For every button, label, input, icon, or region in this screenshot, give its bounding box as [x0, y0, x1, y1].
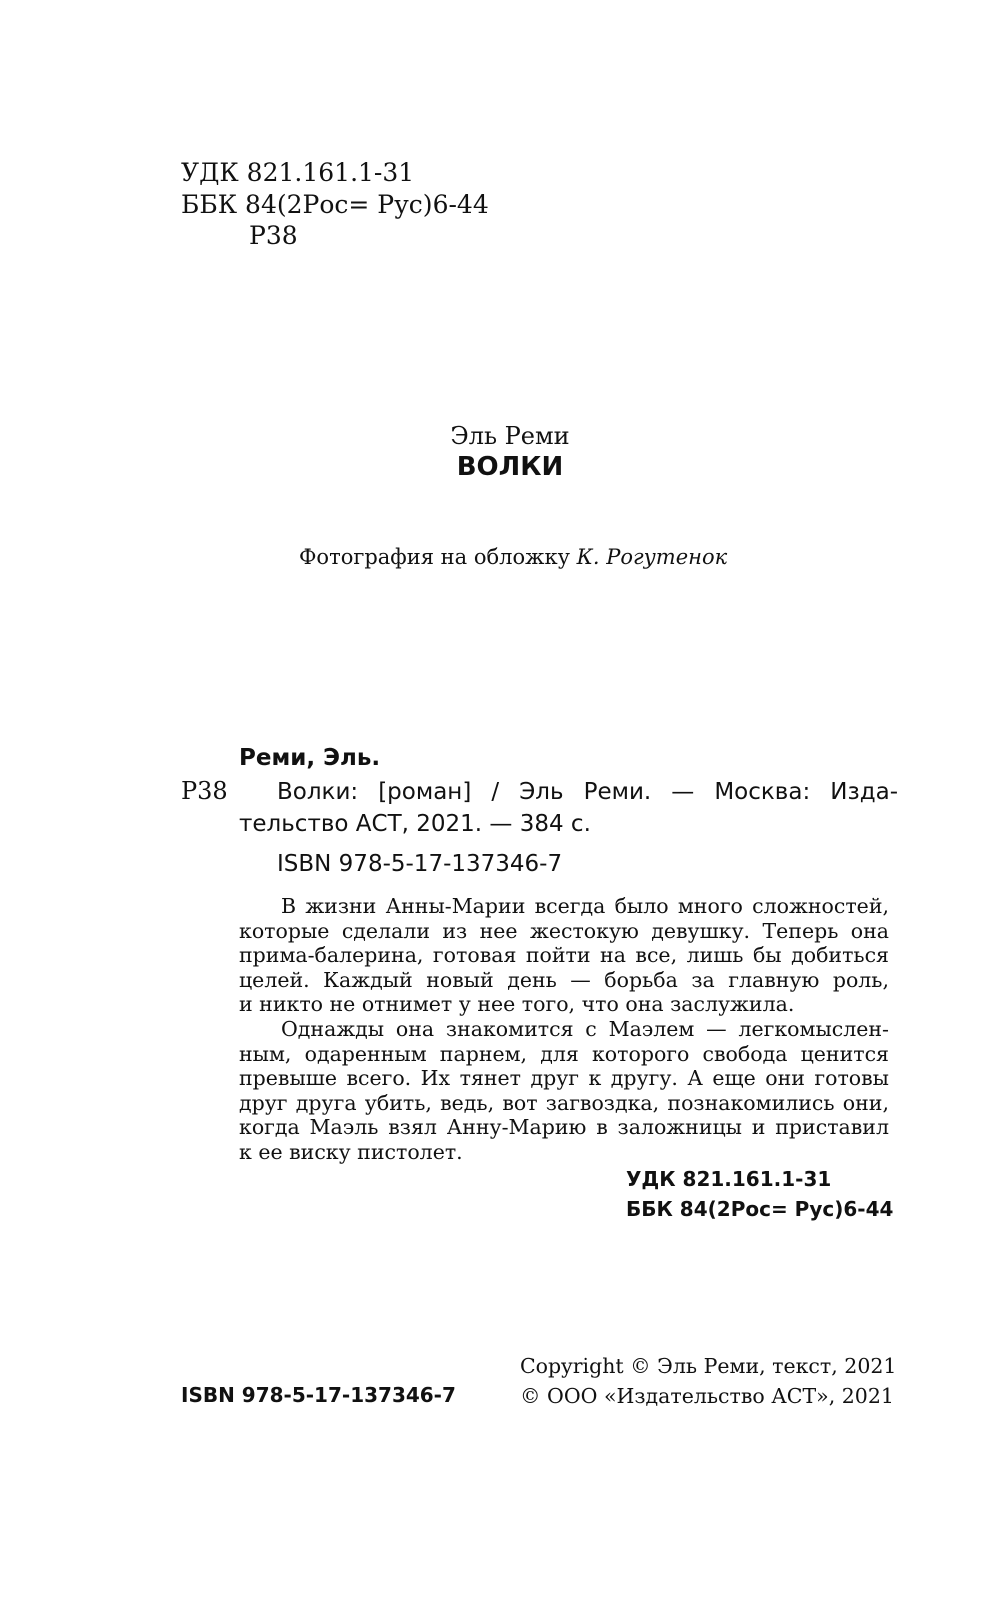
footer-isbn: ISBN 978-5-17-137346-7 [181, 1383, 456, 1407]
annotation-line: и никто не отнимет у нее того, что она заслужила. [239, 992, 795, 1017]
cover-photo-label: Фотография на обложку [299, 545, 570, 569]
bbk-code-bottom: ББК 84(2Рос= Рус)6-44 [626, 1197, 894, 1221]
annotation [239, 894, 889, 1165]
book-author: Эль Реми [450, 422, 570, 450]
author-mark-top: Р38 [249, 221, 298, 250]
annotation-line: прима-балерина, готовая пойти на все, лишь бы добиться [239, 943, 889, 968]
bib-author-heading: Реми, Эль. [239, 745, 381, 771]
annotation-line: целей. Каждый новый день — борьба за главную роль, [239, 967, 889, 992]
annotation-line: Однажды она знакомится с Маэлем — легкомыслен- [281, 1016, 889, 1041]
book-title: ВОЛКИ [456, 452, 564, 482]
bib-description-line1: Волки: [роман] / Эль Реми. — Москва: Изда- [277, 779, 898, 805]
cover-photo-author: К. Рогутенок [576, 545, 728, 569]
cover-photo-credit [299, 543, 727, 571]
udk-code-bottom: УДК 821.161.1-31 [626, 1167, 832, 1191]
copyright-publisher: © ООО «Издательство АСТ», 2021 [520, 1384, 894, 1408]
annotation-line: друг друга убить, ведь, вот загвоздка, познакомились они, [239, 1090, 889, 1115]
annotation-line: которые сделали из нее жестокую девушку. Теперь она [239, 918, 889, 943]
annotation-line: когда Маэль взял Анну-Марию в заложницы и приставил [239, 1115, 889, 1140]
bib-description-line2: тельство АСТ, 2021. — 384 с. [239, 811, 591, 837]
bib-isbn: ISBN 978-5-17-137346-7 [277, 851, 563, 877]
copyright-text: Copyright © Эль Реми, текст, 2021 [520, 1354, 897, 1378]
udk-code-top: УДК 821.161.1-31 [181, 158, 415, 187]
annotation-line: ным, одаренным парнем, для которого свобода ценится [239, 1041, 889, 1066]
annotation-line: превыше всего. Их тянет друг к другу. А еще они готовы [239, 1066, 889, 1091]
annotation-line: В жизни Анны-Марии всегда было много сложностей, [281, 894, 889, 918]
bib-author-mark: Р38 [181, 777, 228, 805]
annotation-line: к ее виску пистолет. [239, 1139, 463, 1164]
bbk-code-top: ББК 84(2Рос= Рус)6-44 [181, 190, 489, 219]
